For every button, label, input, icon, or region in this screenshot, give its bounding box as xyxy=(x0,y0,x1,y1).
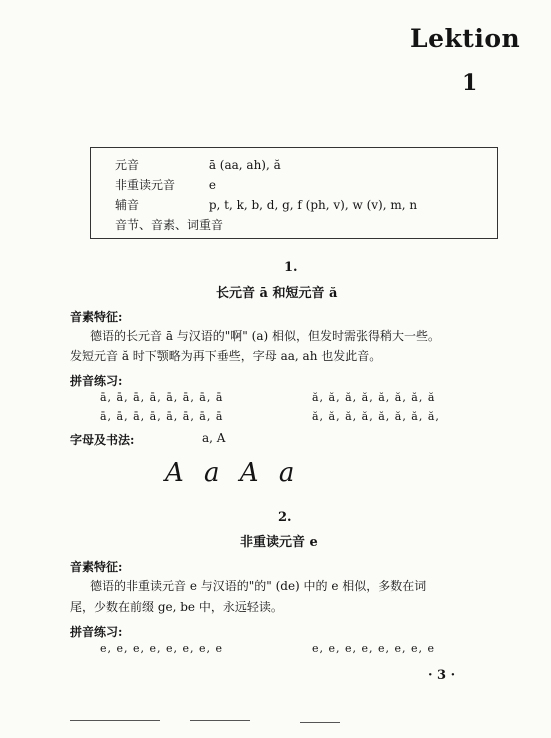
letters-value: a, A xyxy=(202,431,226,445)
features-text: 德语的非重读元音 e 与汉语的"的" (de) 中的 e 相似，多数在词 xyxy=(90,579,427,593)
features-label: 音素特征: xyxy=(70,310,123,324)
summary-row-label: 元音 xyxy=(115,158,140,172)
drill-line: ā, ā, ā, ā, ā, ā, ā, ā xyxy=(100,391,224,404)
practice-label: 拼音练习: xyxy=(70,374,123,388)
section-number: 1. xyxy=(284,260,298,275)
drill-line: ă, ă, ă, ă, ă, ă, ă, ă, xyxy=(312,410,440,423)
summary-box xyxy=(90,147,498,239)
drill-line: ā, ā, ā, ā, ā, ā, ā, ā xyxy=(100,410,224,423)
summary-row-label: 辅音 xyxy=(115,198,140,212)
section-title: 长元音 ā 和短元音 ă xyxy=(216,286,338,301)
summary-row-value: e xyxy=(208,178,216,192)
section-title: 非重读元音 e xyxy=(240,535,318,550)
features-text: 德语的长元音 ā 与汉语的"啊" (a) 相似，但发时需张得稍大一些。 xyxy=(90,329,440,343)
scan-rule xyxy=(300,722,340,723)
summary-row-label: 音节、音素、词重音 xyxy=(115,218,224,232)
summary-row xyxy=(115,156,281,173)
features-text: 尾，少数在前缀 ge, be 中，永远轻读。 xyxy=(70,600,283,614)
drill-line: e, e, e, e, e, e, e, e xyxy=(312,642,436,655)
section-number: 2. xyxy=(278,510,292,525)
summary-row xyxy=(115,176,216,193)
page-number: · 3 · xyxy=(428,668,456,683)
summary-row-value: ā (aa, ah), ă xyxy=(208,158,281,172)
features-label: 音素特征: xyxy=(70,560,123,574)
handwriting-sample: A a A a xyxy=(165,458,301,488)
summary-row xyxy=(115,216,223,233)
drill-line: e, e, e, e, e, e, e, e xyxy=(100,642,224,655)
lesson-title: Lektion xyxy=(410,24,521,53)
summary-row xyxy=(115,196,417,213)
features-text: 发短元音 ă 时下颚略为再下垂些，字母 aa, ah 也发此音。 xyxy=(70,349,382,363)
summary-row-value: p, t, k, b, d, g, f (ph, v), w (v), m, n xyxy=(208,198,418,212)
scan-rule xyxy=(190,720,250,721)
drill-line: ă, ă, ă, ă, ă, ă, ă, ă xyxy=(312,391,436,404)
lesson-number: 1 xyxy=(462,70,478,96)
practice-label: 拼音练习: xyxy=(70,625,123,639)
summary-row-label: 非重读元音 xyxy=(115,178,176,192)
letters-label: 字母及书法: xyxy=(70,433,135,447)
scan-rule xyxy=(70,720,160,721)
